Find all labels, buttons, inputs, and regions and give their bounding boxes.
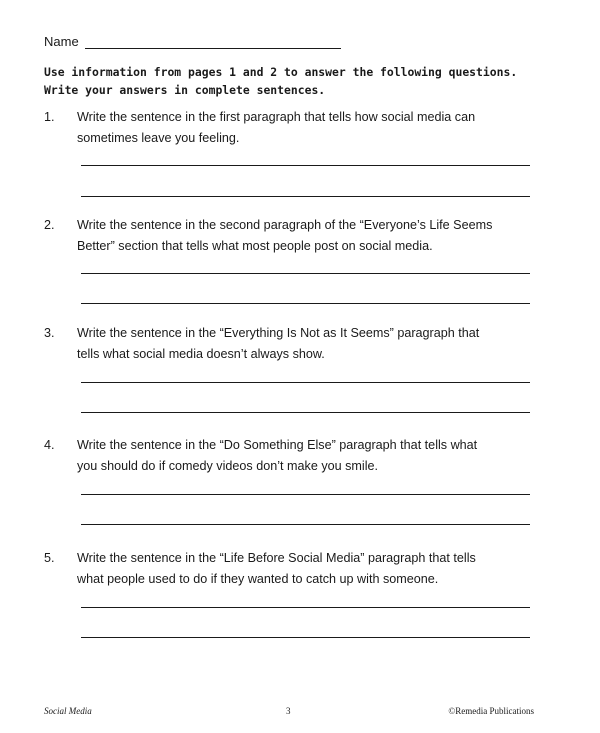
question-number: 5.	[44, 551, 55, 565]
answer-line-5b[interactable]	[81, 637, 530, 638]
question-number: 4.	[44, 438, 55, 452]
question-text-line-1: Write the sentence in the “Life Before Social Media” paragraph that tells	[77, 551, 476, 565]
question-4	[44, 435, 544, 477]
name-input-line[interactable]	[85, 36, 341, 49]
instructions	[44, 63, 564, 99]
question-3	[44, 323, 544, 365]
name-label: Name	[44, 34, 79, 49]
question-text-line-2: what people used to do if they wanted to catch up with someone.	[77, 572, 439, 586]
question-number: 3.	[44, 326, 55, 340]
question-5	[44, 548, 544, 590]
question-text-line-1: Write the sentence in the second paragraph of the “Everyone’s Life Seems	[77, 218, 493, 232]
question-text-line-1: Write the sentence in the “Everything Is Not as It Seems” paragraph that	[77, 326, 480, 340]
question-text-line-2: Better” section that tells what most people post on social media.	[77, 239, 433, 253]
answer-line-4a[interactable]	[81, 494, 530, 495]
question-text-line-1: Write the sentence in the first paragraph that tells how social media can	[77, 110, 476, 124]
question-2	[44, 215, 544, 257]
question-text	[77, 215, 542, 257]
question-text	[77, 548, 542, 590]
answer-line-2a[interactable]	[81, 273, 530, 274]
footer-publisher: ©Remedia Publications	[448, 706, 534, 716]
question-number: 2.	[44, 218, 55, 232]
question-1	[44, 107, 544, 149]
question-text-line-2: you should do if comedy videos don’t make you smile.	[77, 459, 379, 473]
answer-line-2b[interactable]	[81, 303, 530, 304]
instructions-line-1: Use information from pages 1 and 2 to answer the following questions.	[44, 65, 518, 79]
question-text-line-2: tells what social media doesn’t always show.	[77, 347, 325, 361]
answer-line-3a[interactable]	[81, 382, 530, 383]
question-text-line-1: Write the sentence in the “Do Something Else” paragraph that tells what	[77, 438, 478, 452]
question-number: 1.	[44, 110, 55, 124]
question-text-line-2: sometimes leave you feeling.	[77, 131, 240, 145]
answer-line-4b[interactable]	[81, 524, 530, 525]
page-number: 3	[286, 706, 291, 716]
answer-line-3b[interactable]	[81, 412, 530, 413]
question-text	[77, 107, 542, 149]
answer-line-1a[interactable]	[81, 165, 530, 166]
answer-line-1b[interactable]	[81, 196, 530, 197]
footer-title: Social Media	[44, 706, 92, 716]
answer-line-5a[interactable]	[81, 607, 530, 608]
name-row	[44, 34, 341, 49]
instructions-line-2: Write your answers in complete sentences.	[44, 83, 326, 97]
question-text	[77, 435, 542, 477]
question-text	[77, 323, 542, 365]
